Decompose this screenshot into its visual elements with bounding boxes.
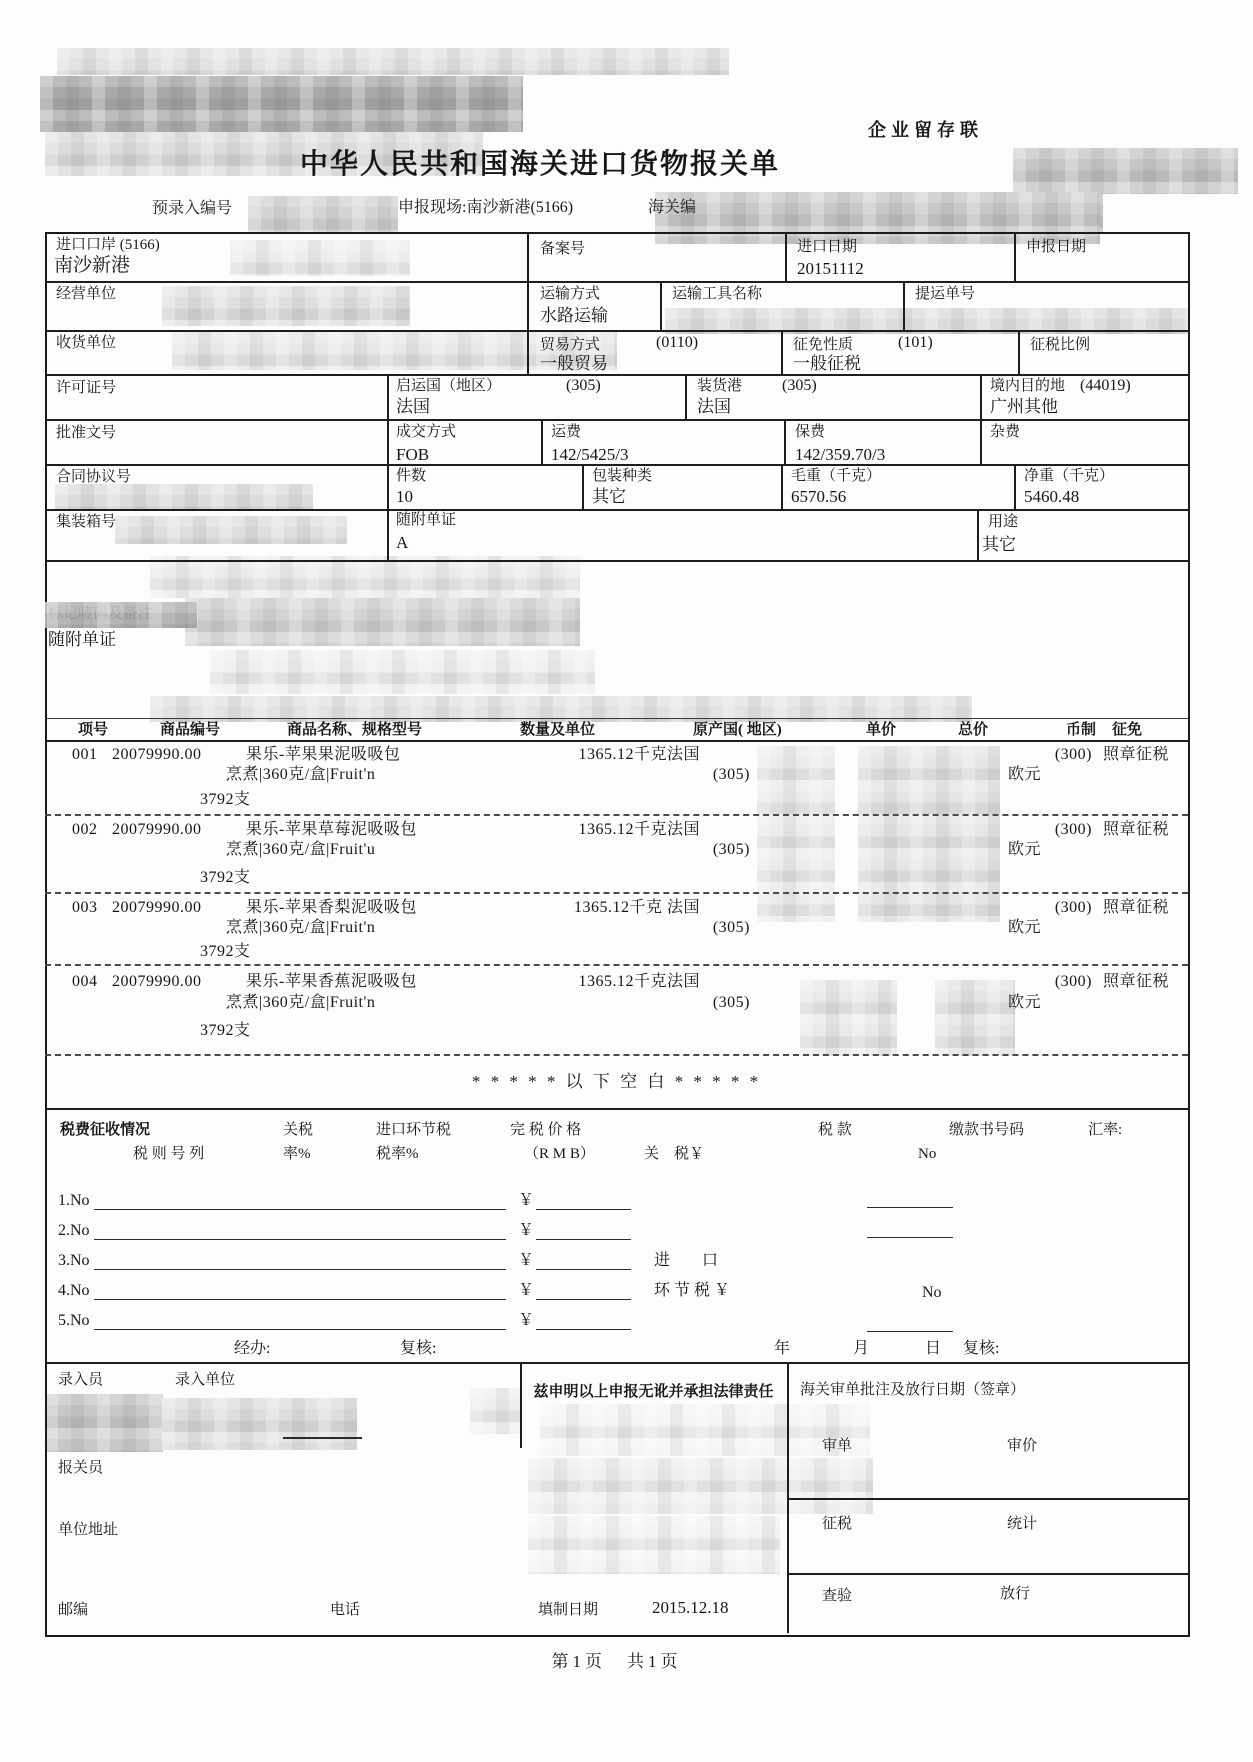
item-qty: 1365.12千克 法国	[573, 899, 700, 916]
tariff-label: 关税	[283, 1122, 314, 1138]
destination-value: 广州其他	[990, 397, 1058, 416]
item-code: 20079990.00	[112, 821, 202, 838]
pack-type-label: 包装种类	[592, 468, 653, 484]
item-levy: 照章征税	[1103, 746, 1170, 763]
item-origin-code: (305)	[712, 841, 750, 858]
declarant-label: 报关员	[58, 1460, 104, 1476]
misc-fee-label: 杂费	[990, 424, 1021, 440]
item-currency-code: (300)	[1054, 821, 1092, 838]
item-currency: 欧元	[1008, 994, 1042, 1011]
col-commodity-code: 商品编号	[160, 722, 221, 738]
tax-row-label: 4.No	[58, 1282, 90, 1299]
zip-label: 邮编	[58, 1602, 89, 1618]
declare-site-label: 申报现场:	[398, 199, 467, 216]
rate1-label: 率%	[283, 1146, 311, 1162]
item-code: 20079990.00	[112, 899, 202, 916]
item-no: 002	[72, 821, 98, 838]
pack-type-value: 其它	[592, 487, 626, 506]
item-spec: 烹煮|360克/盒|Fruit'n	[226, 919, 376, 936]
premium-label: 保费	[795, 424, 826, 440]
depart-country-label: 启运国（地区）	[396, 378, 502, 394]
import-port-label: 进口口岸 (5166)	[56, 237, 160, 253]
item-code: 20079990.00	[112, 746, 202, 763]
col-currency: 币制	[1066, 722, 1097, 738]
usage-value: 其它	[982, 535, 1016, 554]
item-origin-code: (305)	[712, 919, 750, 936]
yen-sign: ￥	[518, 1222, 535, 1239]
exchange-rate-label: 汇率:	[1088, 1122, 1123, 1138]
item-qty: 1365.12千克法国	[578, 821, 700, 838]
marks-docs-label: 随附单证	[48, 630, 116, 649]
item-currency-code: (300)	[1054, 973, 1092, 990]
deal-mode-value: FOB	[396, 445, 430, 464]
redaction-block	[57, 48, 729, 75]
no-label: No	[918, 1146, 937, 1162]
year-label: 年	[774, 1340, 791, 1357]
usage-label: 用途	[988, 514, 1019, 530]
tax-amount-label: 税 款	[818, 1122, 852, 1138]
handler-label: 经办:	[234, 1340, 271, 1357]
redaction-block	[1013, 148, 1238, 194]
tax-row-label: 3.No	[58, 1252, 90, 1269]
dutiable-value-label: 完 税 价 格	[510, 1122, 582, 1138]
blank-below-note: * * * * * 以 下 空 白 * * * * *	[471, 1072, 762, 1091]
bill-no-label: 提运单号	[915, 286, 976, 302]
transport-mode-value: 水路运输	[540, 306, 608, 325]
rmb-label: （R M B）	[524, 1146, 595, 1162]
levy-nature-value: 一般征税	[793, 354, 861, 373]
review-price-label: 审价	[1007, 1438, 1038, 1454]
col-qty-unit: 数量及单位	[520, 722, 596, 738]
depart-country-value: 法国	[396, 397, 430, 416]
col-levy-mode: 征免	[1112, 722, 1143, 738]
col-total-price: 总价	[958, 722, 989, 738]
premium-value: 142/359.70/3	[795, 445, 886, 464]
freight-value: 142/5425/3	[551, 445, 629, 464]
yen-sign: ￥	[518, 1252, 535, 1269]
container-no-label: 集装箱号	[56, 514, 117, 530]
gross-weight-value: 6570.56	[791, 487, 847, 506]
approval-no-label: 批准文号	[56, 425, 117, 441]
attached-docs-label: 随附单证	[396, 512, 457, 528]
item-extra: 3792支	[200, 869, 251, 886]
item-extra: 3792支	[200, 1022, 251, 1039]
declare-site	[398, 199, 573, 217]
item-levy: 照章征税	[1103, 973, 1170, 990]
fill-date-value: 2015.12.18	[652, 1598, 729, 1617]
destination-label: 境内目的地	[990, 378, 1066, 394]
tax-row-label: 5.No	[58, 1312, 90, 1329]
day-label: 日	[925, 1340, 942, 1357]
entry-unit-label: 录入单位	[175, 1372, 236, 1388]
item-name: 果乐-苹果草莓泥吸吸包	[246, 821, 417, 838]
unit-address-label: 单位地址	[58, 1522, 119, 1538]
levy-nature-code: (101)	[898, 334, 933, 351]
license-no-label: 许可证号	[56, 380, 117, 396]
redaction-block	[40, 76, 523, 132]
loading-port-value: 法国	[697, 397, 731, 416]
duty-label: 关 税￥	[644, 1146, 705, 1162]
item-qty: 1365.12千克法国	[578, 746, 700, 763]
form-title: 中华人民共和国海关进口货物报关单	[300, 148, 781, 179]
col-name-spec: 商品名称、规格型号	[287, 722, 423, 738]
net-weight-value: 5460.48	[1024, 487, 1080, 506]
item-code: 20079990.00	[112, 973, 202, 990]
tax-section-label: 税费征收情况	[60, 1122, 151, 1138]
import-port-value: 南沙新港	[54, 255, 131, 276]
customs-note-label: 海关审单批注及放行日期（签章）	[800, 1382, 1026, 1398]
levy-nature-label: 征免性质	[793, 337, 854, 353]
item-spec: 烹煮|360克/盒|Fruit'n	[226, 994, 376, 1011]
net-weight-label: 净重（千克）	[1024, 468, 1115, 484]
month-label: 月	[853, 1340, 870, 1357]
copy-label: 企业留存联	[868, 120, 983, 140]
declaration-statement: 兹申明以上申报无讹并承担法律责任	[533, 1384, 774, 1400]
levy-tax-label: 征税	[822, 1516, 853, 1532]
redaction-block	[248, 196, 398, 232]
yen-sign: ￥	[518, 1312, 535, 1329]
inspect-label: 查验	[822, 1588, 853, 1604]
transport-mode-label: 运输方式	[540, 286, 601, 302]
item-no: 003	[72, 899, 98, 916]
item-currency-code: (300)	[1054, 899, 1092, 916]
tariff-no-label: 税 则 号 列	[133, 1146, 205, 1162]
item-spec: 烹煮|360克/盒|Fruit'n	[226, 766, 376, 783]
import-link-tax-label: 进口环节税	[376, 1122, 452, 1138]
item-qty: 1365.12千克法国	[578, 973, 700, 990]
item-no: 001	[72, 746, 98, 763]
entry-person-label: 录入员	[58, 1372, 104, 1388]
tax-row-label: 1.No	[58, 1192, 90, 1209]
declare-site-value: 南沙新港(5166)	[466, 199, 574, 216]
preentry-label: 预录入编号	[152, 200, 233, 217]
depart-country-code: (305)	[566, 377, 601, 394]
item-origin-code: (305)	[712, 994, 750, 1011]
trade-mode-code: (0110)	[656, 334, 699, 351]
tax-ratio-label: 征税比例	[1030, 337, 1091, 353]
col-item-no: 项号	[78, 722, 109, 738]
item-extra: 3792支	[200, 791, 251, 808]
review-doc-label: 审单	[822, 1438, 853, 1454]
gross-weight-label: 毛重（千克）	[791, 468, 882, 484]
item-currency: 欧元	[1008, 766, 1042, 783]
item-levy: 照章征税	[1103, 821, 1170, 838]
trade-mode-label: 贸易方式	[540, 337, 601, 353]
item-extra: 3792支	[200, 943, 251, 960]
contract-no-label: 合同协议号	[56, 469, 132, 485]
import-date-value: 20151112	[797, 259, 864, 278]
attached-docs-value: A	[396, 533, 409, 552]
item-origin-code: (305)	[712, 766, 750, 783]
tax-row-label: 2.No	[58, 1222, 90, 1239]
redaction-block	[45, 602, 197, 628]
fill-date-label: 填制日期	[538, 1602, 599, 1618]
release-label: 放行	[1000, 1586, 1031, 1602]
reviewer-label: 复核:	[400, 1340, 437, 1357]
pieces-label: 件数	[396, 468, 427, 484]
record-no-label: 备案号	[540, 241, 586, 257]
declare-date-label: 申报日期	[1026, 239, 1087, 255]
link-tax-word: 环 节 税 ￥	[654, 1282, 731, 1299]
pieces-value: 10	[396, 487, 413, 506]
item-currency: 欧元	[1008, 919, 1042, 936]
item-name: 果乐-苹果香蕉泥吸吸包	[246, 973, 417, 990]
tel-label: 电话	[330, 1602, 361, 1618]
item-spec: 烹煮|360克/盒|Fruit'u	[226, 841, 376, 858]
customs-no-label: 海关编	[648, 199, 697, 216]
item-name: 果乐-苹果果泥吸吸包	[246, 746, 401, 763]
operator-label: 经营单位	[56, 286, 117, 302]
paybook-no-label: 缴款书号码	[949, 1122, 1025, 1138]
freight-label: 运费	[551, 424, 582, 440]
col-unit-price: 单价	[866, 722, 897, 738]
item-currency: 欧元	[1008, 841, 1042, 858]
item-no: 004	[72, 973, 98, 990]
loading-port-code: (305)	[782, 377, 817, 394]
deal-mode-label: 成交方式	[396, 424, 457, 440]
item-levy: 照章征税	[1103, 899, 1170, 916]
consignee-label: 收货单位	[56, 335, 117, 351]
statistics-label: 统计	[1007, 1516, 1038, 1532]
destination-code: (44019)	[1080, 377, 1131, 394]
link-tax-no: No	[922, 1284, 942, 1301]
yen-sign: ￥	[518, 1282, 535, 1299]
loading-port-label: 装货港	[697, 378, 743, 394]
item-name: 果乐-苹果香梨泥吸吸包	[246, 899, 417, 916]
yen-sign: ￥	[518, 1192, 535, 1209]
trade-mode-value: 一般贸易	[540, 354, 608, 373]
reviewer2-label: 复核:	[963, 1340, 1000, 1357]
import-date-label: 进口日期	[797, 239, 858, 255]
col-origin-country: 原产国( 地区)	[693, 722, 782, 738]
rate2-label: 税率%	[376, 1146, 419, 1162]
vehicle-name-label: 运输工具名称	[672, 286, 763, 302]
page-footer: 第1页 共1页	[551, 1652, 682, 1671]
item-currency-code: (300)	[1054, 746, 1092, 763]
import-word: 进 口	[654, 1252, 719, 1269]
